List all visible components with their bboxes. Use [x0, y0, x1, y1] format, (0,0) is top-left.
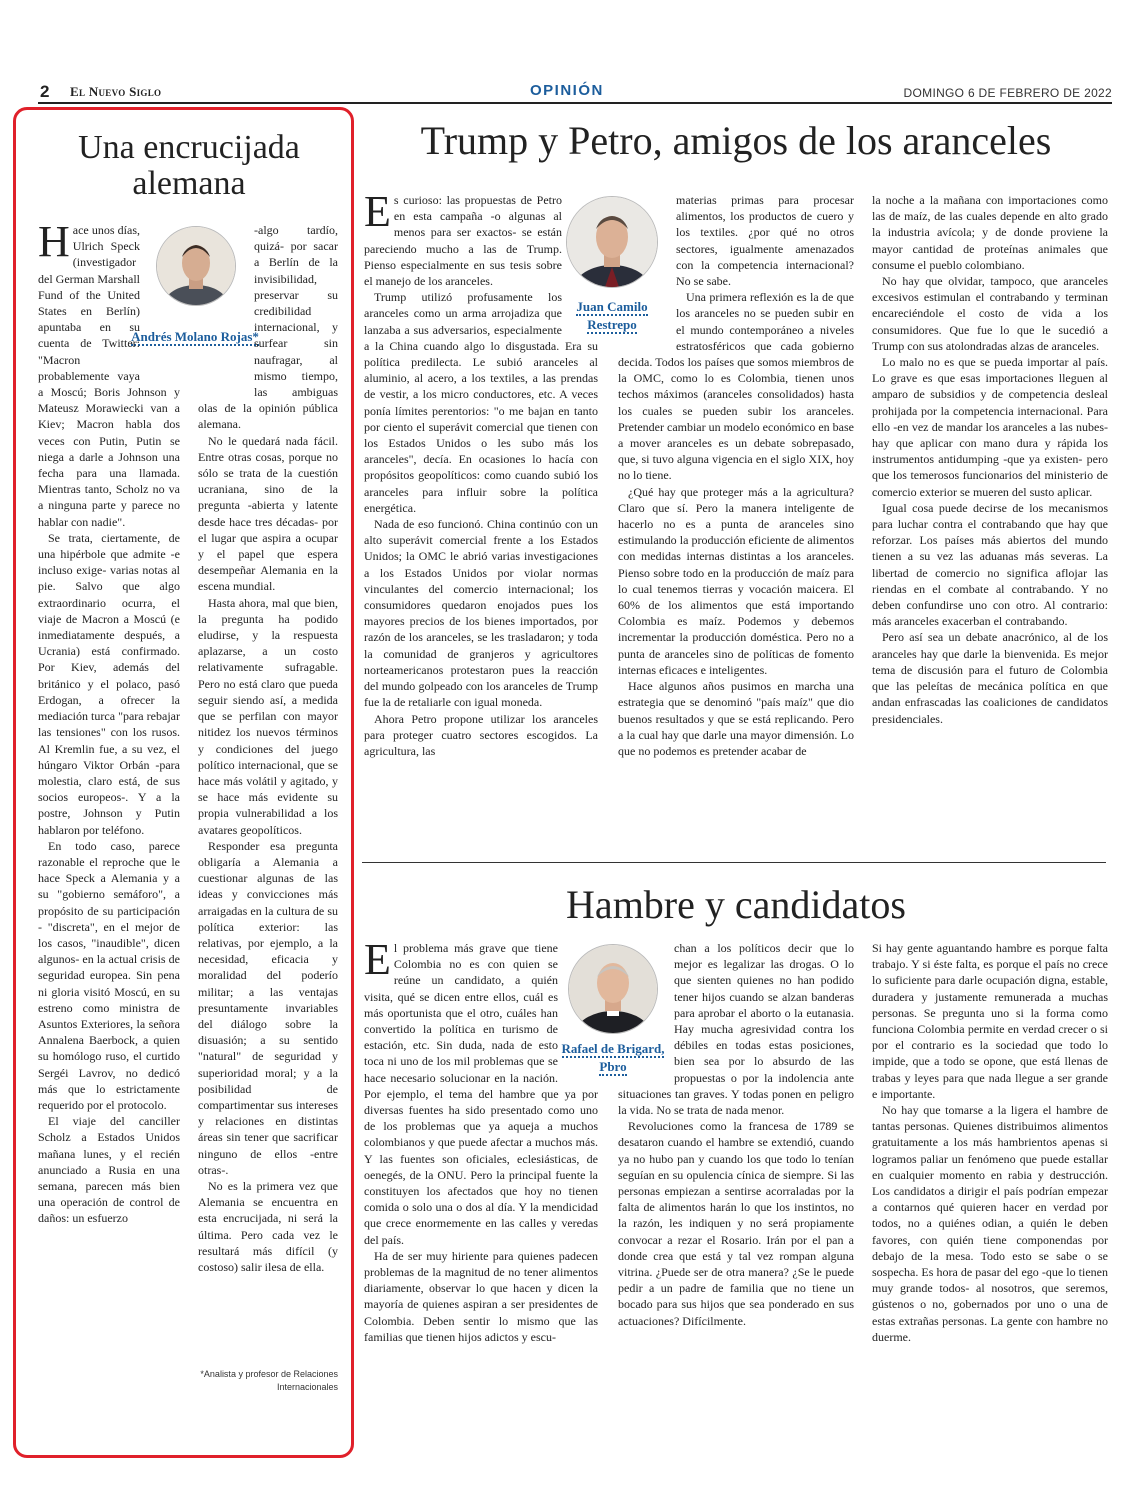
article-column [618, 940, 854, 1410]
article-column [38, 217, 180, 1412]
paragraph: Ahora Petro propone utilizar los aranceles para proteger cuatro sectores escogidos. La agricultura, las [364, 711, 598, 758]
paragraph: El viaje del canciller Scholz a Estados Unidos mañana lunes, y el recién anunciado a Rusia en una semana, parecen más bien una operación de control de daños: un esfuerzo [38, 1114, 180, 1226]
newspaper-name: El Nuevo Siglo [70, 84, 162, 99]
paragraph: No es la primera vez que Alemania se encuentra en esta encrucijada, ni será la última. Pero cada vez le resultará más difícil (y costoso) salir ilesa de ella. [198, 1178, 338, 1274]
paragraph: Nada de eso funcionó. China continúo con un alto superávit comercial frente a los Estados Unidos; la OMC le abrió varias investigaciones a los Estados Unidos por violar normas vinculantes del comercio internacional; los consumidores quedaron enojados pues los mayores precios de los bienes importados, por razón de los aranceles, se les trasladaron; y toda la comunidad de granjeros y agricultores norteamericanos protestaron pues la reacción del mundo golpeado con los aranceles de Trump fue la de retaliarle con igual moneda. [364, 517, 598, 710]
paragraph: En todo caso, parece razonable el reproche que le hace Speck a Alemania y a su "gobierno semáforo", a propósito de su participación - "discreta", en el mejor de los casos, "inaudible", dicen algunos- en la actual crisis de seguridad europea. Sin pena ni gloria visitó Moscú, en su estreno como ministra de Asuntos Exteriores, la señora Annalena Baerbock, a quien su homólogo ruso, el curtido Sergéi Lavrov, no dedicó más que lo estrictamente requerido por el protocolo. [38, 838, 180, 1112]
author-name: Rafael de Brigard, Pbro [561, 1041, 665, 1074]
paragraph: Pero así sea un debate anacrónico, al de los aranceles hay que darle la bienvenida. Es mejor tema de discusión para el futuro de Colombia que las peleítas de mecánica política en que andan enfrascadas las coaliciones de candidatos presidenciales. [872, 630, 1108, 726]
paragraph: Una primera reflexión es la de que los aranceles no se pueden subir en el mundo contemporáneo a niveles estratosféricos que cada gobierno decida. Todos los países que somos miembros de la OMC, como lo es Colombia, tienen unos techos máximos (aranceles consolidados) hasta los cuales se pueden subir los aranceles. Pretender cambiar un modelo económico en base a mover aranceles es un debate sobrepasado, que, si tuvo alguna vigencia en el siglo XIX, hoy no lo tiene. [618, 290, 854, 483]
paragraph: Es curioso: las propuestas de Petro en esta campaña -o algunas al menos para ser exactos- se están pareciendo mucho a las de Trump. Pienso especialmente en sus tesis sobre el manejo de los aranceles. [364, 187, 562, 289]
photo-spacer [562, 192, 598, 332]
photo-spacer [618, 192, 676, 342]
section-divider [362, 862, 1106, 863]
page-number: 2 [40, 82, 50, 101]
paragraph: -algo tardío, quizá- por sacar a Berlín de la invisibilidad, preservar su credibilidad internacional, y surfear sin naufragar, al mismo tiempo, las ambiguas olas de la opinión pública alemana. [198, 223, 338, 432]
page-header [38, 82, 1112, 104]
drop-cap: E [364, 187, 391, 236]
article-title-trump-petro: Trump y Petro, amigos de los aranceles [420, 118, 1052, 163]
article-title-encrucijada: Una encrucijada alemana [78, 129, 300, 202]
article-column [364, 935, 598, 1410]
paragraph: Ha de ser muy hiriente para quienes padecen problemas de la magnitud de no tener alimentos diariamente, observar lo que hacen y dicen la mayoría de quienes aspiran a ser presidentes de Colombia. Deben sentir lo mismo que las familias que tienen hijos adictos y escu- [364, 1248, 598, 1344]
article-column [364, 187, 598, 857]
issue-date: DOMINGO 6 DE FEBRERO DE 2022 [903, 86, 1112, 100]
paragraph: materias primas para procesar alimentos, los productos de cuero y los textiles. ¿por qué no otros sectores, igualmente amenazados con la competencia internacional? No se sabe. [676, 193, 854, 289]
paragraph: No hay que olvidar, tampoco, que aranceles excesivos estimulan el contrabando y terminan encareciéndole el costo de vida a los consumidores. Que fue lo que le sucedió a Trump con sus atolondradas alzas de aranceles. [872, 274, 1108, 353]
paragraph: Hace unos días, Ulrich Speck (investigador del German Marshall Fund of the United States en Berlín) apuntaba en su cuenta de Twitter: "Macron probablemente vaya a Moscú; Boris Johnson y Mateusz Morawiecki van a Kiev; Macron habla dos veces con Putin, Putin se niega a darle a Johnson una fecha para una llamada. Mientras tanto, Scholz no va a ninguna parte y parece no hablar con nadie". [38, 217, 180, 529]
paragraph: No hay que tomarse a la ligera el hambre de tantas personas. Quienes distribuimos alimentos gratuitamente a los más hambrientos apenas si logramos paliar un fenómeno que puede estallar en cualquier momento en rabia y destrucción. Los candidatos a dirigir el país podrían empezar a contarnos qué quieren hacer en verdad por todos, no a quiénes odian, a quién le deben favores, con quién tiene componendas por debajo de la mesa. Todo esto se sabe o se sospecha. Es hora de pasar del ego -que lo tienen muy grande todos- al nosotros, que seremos, gústenos o no, gobernados por uno o una de estas extrañas personas. La gente con hambre no duerme. [872, 1103, 1108, 1344]
paragraph: Hasta ahora, mal que bien, la pregunta ha podido eludirse, y la respuesta aplazarse, a un costo relativamente sufragable. Pero no está claro que pueda seguir siendo así, a medida que se perfilan con mayor nitidez los nuevos términos y condiciones del juego político internacional, que se hace más volátil y agitado, y se hace más evidente su propia vulnerabilidad a los avatares geopolíticos. [198, 595, 338, 837]
author-name: Andrés Molano Rojas* [131, 329, 259, 344]
paragraph: Revoluciones como la francesa de 1789 se desataron cuando el hambre se extendió, cuando ya no hubo pan y cuando los que todo lo tenían seguían en su opulencia cínica de siempre. Si las personas empiezan a sentirse acorraladas por la falta de alimentos harán lo que los instintos, no la razón, les indiquen y no será propiamente convocar a rezar el Rosario. Irán por el pan a donde crea que está y tal vez rompan alguna vitrina. ¿Puede ser de otra manera? ¿Se le puede pedir a un padre de familia que no tiene un bocado para sus hijos que sea ponderado en sus actuaciones? Difícilmente. [618, 1119, 854, 1328]
drop-cap: H [38, 217, 70, 266]
paragraph: Se trata, ciertamente, de una hipérbole que admite -e incluso exige- varias notas al pie. Salvo que algo extraordinario ocurra, el viaje de Macron a Moscú (e inmediatamente después, a Ucrania) está confirmado. Por Kiev, además del británico y el polaco, pasó Erdogan, a ofrecer la mediación turca "para rebajar las tensiones" con los rusos. Al Kremlin fue, a su vez, el húngaro Viktor Orbán -para molestia, claro está, de sus socios europeos-. Y a la postre, Johnson y Putin hablaron por teléfono. [38, 530, 180, 837]
article-column [872, 192, 1108, 857]
photo-spacer [140, 222, 180, 372]
paragraph: Responder esa pregunta obligaría a Alemania a cuestionar algunas de las ideas y convicciones más arraigadas en la cultura de su política exterior: las relativas, por ejemplo, a la necesidad, eficacia y moralidad del poderío militar; a las ventajas presuntamente invariables del diálogo sobre la disuasión; a su sentido "natural" de seguridad y superioridad moral; y a la posibilidad de compartimentar sus intereses y relaciones en distintas áreas sin tener que sacrificar ninguno de ellos -entre otras-. [198, 838, 338, 1177]
paragraph: ¿Qué hay que proteger más a la agricultura? Claro que sí. Pero la manera inteligente de hacerlo no es a punta de aranceles sino estimulando la producción eficiente de alimentos con medidas internas distintas a los aranceles. Pienso sobre todo en la producción de maíz para lo cual tenemos tierras y vocación maicera. El 60% de los alimentos que está importando Colombia es maíz. Podemos y debemos incrementar la producción doméstica. Pero no a punta de aranceles sino de políticas de fomento internas eficaces e inteligentes. [618, 484, 854, 677]
paragraph: Igual cosa puede decirse de los mecanismos para luchar contra el contrabando que hay que reforzar. Los países más abiertos del mundo tienen a su vez las aduanas más severas. La libertad de comercio no significa aflojar las riendas en el combate al contrabando. Y no deben confundirse uno con otro. Al contrario: más aranceles exacerban el contrabando. [872, 500, 1108, 629]
paragraph: Hace algunos años pusimos en marcha una estrategia que se denominó "país maíz" que dio buenos resultados y que se está replicando. Pero a la cual hay que darle una mayor dimensión. Lo que no podemos es pretender acabar de [618, 679, 854, 758]
section-name: OPINIÓN [530, 82, 604, 99]
paragraph: Trump utilizó profusamente los aranceles como un arma arrojadiza que lanzaba a sus adversarios, especialmente a la China cuando algo lo disgustada. Era su política predilecta. Le subió aranceles al aluminio, al acero, a los textiles, a las prendas de vestir, a los micro conductores, etc. A veces ponía límites perentorios: "o me bajan en tanto por ciento el superávit comercial que tienen con los Estados Unidos o les subo más los aranceles", decía. En ocasiones lo hacía con propósitos geopolíticos: como cuando subió los aranceles para influir sobre la política energética. [364, 290, 598, 515]
author-name: Juan Camilo Restrepo [576, 299, 648, 332]
photo-spacer [618, 940, 674, 1085]
drop-cap: E [364, 935, 391, 984]
paragraph: El problema más grave que tiene Colombia no es con quien se reúne un candidato, a quién visita, qué se dicen entre ellos, cuál es más oportunista que el otro, cuáles han convertido la política en turismo de estación, etc. Sin duda, nada de esto toca ni uno de los mil problemas que se hace necesario solucionar en la nación. Por ejemplo, el tema del hambre que ya por diversas fuentes ha sido presentado como uno de los problemas que ya aqueja a muchos colombianos y que puede afectar a muchos más. Y las fuentes son oficiales, eclesiásticas, de oenegés, de la ONU. Pero la principal fuente la constituyen los afectados que hoy no tienen comida o solo una o dos al día. Y la mendicidad que crece enormemente en las calles y veredas del país. [364, 935, 598, 1247]
paragraph: chan a los políticos decir que lo mejor es legalizar las drogas. O lo que sienten quienes no han podido tener hijos cuando se alzan banderas para aprobar el aborto o la eutanasia. Hay mucha agresividad contra los débiles en todas estas posiciones, bien sea por lo absurdo de las propuestas o por la indolencia ante situaciones tan graves. Y todas ponen en peligro la vida. No se trata de nada menor. [618, 941, 854, 1118]
photo-spacer [198, 222, 254, 392]
article-column [872, 940, 1108, 1410]
article-column [198, 222, 338, 1380]
paragraph: Si hay gente aguantando hambre es porque falta trabajo. Y si éste falta, es porque el país no crece lo suficiente para darle ocupación digna, estable, duradera y justamente remunerada a muchas personas. Se pregunta uno si la forma como funciona Colombia permite en verdad crecer o si por el contrario es la sociedad que todo lo impide, que a todo se opone, que está llenas de trabas y leyes para que nada llegue a ser grande e importante. [872, 941, 1108, 1101]
paragraph: la noche a la mañana con importaciones como las de maíz, de las cuales depende en alto grado la industria avícola; y de donde proviene la mayor cantidad de proteínas animales que consume el pueblo colombiano. [872, 193, 1108, 272]
paragraph: Lo malo no es que se pueda importar al país. Lo grave es que esas importaciones lleguen al amparo de subsidios y de competencia desleal prohijada por la competencia internacional. Para ello -en vez de mandar los aranceles a las nubes- hay que aplicar con mano dura y rápida los instrumentos antidumping -que ya existen- pero que los temerosos funcionarios del ministerio de comercio exterior se mueren del susto aplicar. [872, 355, 1108, 499]
article-title-hambre: Hambre y candidatos [566, 882, 906, 927]
article-column [618, 192, 854, 857]
photo-spacer [558, 940, 598, 1080]
author-note: *Analista y profesor de Relaciones Internacionales [200, 1369, 338, 1392]
paragraph: No le quedará nada fácil. Entre otras cosas, porque no sólo se trata de la cuestión ucraniana, sino de la pregunta -abierta y latente desde hace tres décadas- por el lugar que aspira a ocupar y el papel que espera desempeñar Alemania en la escena mundial. [198, 433, 338, 594]
